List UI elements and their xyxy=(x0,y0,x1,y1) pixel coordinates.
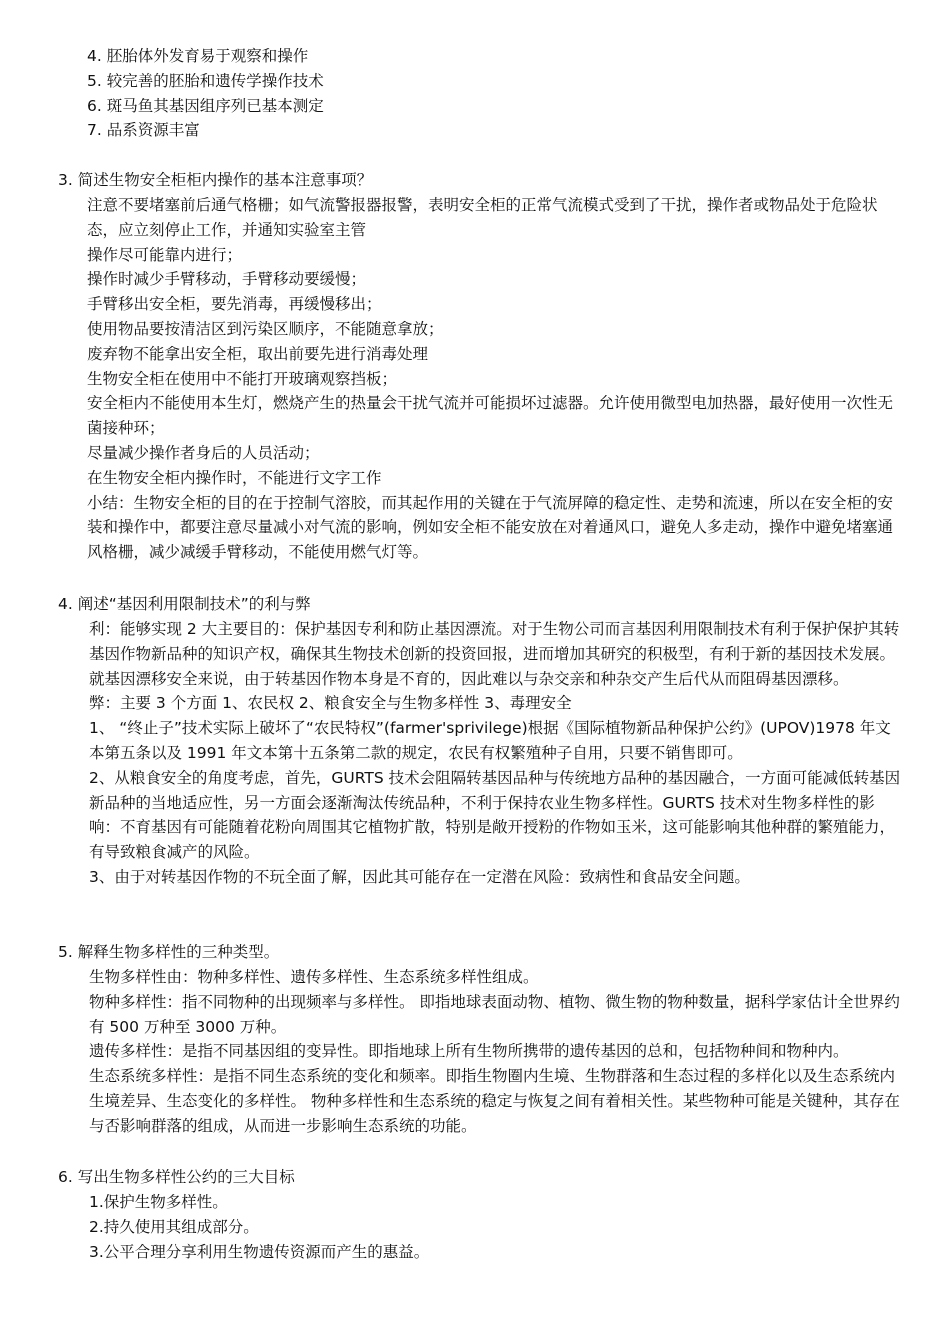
list-item: 1.保护生物多样性。 xyxy=(89,1193,228,1211)
q5-genetic: 遗传多样性：是指不同基因组的变异性。即指地球上所有生物所携带的遗传基因的总和，包括物种间和物种内。 xyxy=(89,1042,849,1061)
list-item: 7. 品系资源丰富 xyxy=(87,121,200,140)
q5-title: 5. 解释生物多样性的三种类型。 xyxy=(58,943,280,961)
list-item: 6. 斑马鱼其基因组序列已基本测定 xyxy=(87,96,324,115)
q3-paragraph-2: 安全柜内不能使用本生灯，燃烧产生的热量会干扰气流并可能损坏过滤器。允许使用微型电加热器，最好使用一次性无菌接种环； xyxy=(87,394,894,438)
q5-body xyxy=(89,965,901,1139)
q3-title: 3. 简述生物安全柜柜内操作的基本注意事项？ xyxy=(58,171,373,189)
q6-title: 6. 写出生物多样性公约的三大目标 xyxy=(58,1168,295,1186)
list-item: 手臂移出安全柜，要先消毒，再缓慢移出； xyxy=(87,295,382,314)
q3-summary: 小结：生物安全柜的目的在于控制气溶胶，而其起作用的关键在于气流屏障的稳定性、走势和流速，所以在安全柜的安装和操作中，都要注意尽量减小对气流的影响，例如安全柜不能安放在对着通风口，避免人多走动，操作中避免堵塞通风格栅，减少减缓手臂移动，不能使用燃气灯等。 xyxy=(87,493,894,562)
list-item: 废弃物不能拿出安全柜，取出前要先进行消毒处理 xyxy=(87,344,429,363)
list-item: 尽量减少操作者身后的人员活动； xyxy=(87,443,320,462)
q4-pro: 利：能够实现 2 大主要目的：保护基因专利和防止基因漂流。对于生物公司而言基因利用限制技术有利于保护保护其转基因作物新品种的知识产权，确保其生物技术创新的投资回报，进而增加其研究的积极型，有利于新的基因技术发展。就基因漂移安全来说，由于转基因作物本身是不育的，因此难以与杂交亲和种杂交产生后代从而阻碍基因漂移。 xyxy=(89,620,900,688)
q4-body xyxy=(89,617,901,890)
list-item: 生物安全柜在使用中不能打开玻璃观察挡板； xyxy=(87,369,398,388)
q6-list xyxy=(89,1190,901,1264)
q5-intro: 生物多样性由：物种多样性、遗传多样性、生态系统多样性组成。 xyxy=(89,968,539,986)
q4-con-1: 1、 “终止子”技术实际上破坏了“农民特权”(farmer'sprivilege)根据《国际植物新品种保护公约》(UPOV)1978 年文本第五条以及 1991 年文本第十五条第二款的规定，农民有权繁殖种子自用，只要不销售即可。 xyxy=(89,719,891,762)
list-item: 在生物安全柜内操作时，不能进行文字工作 xyxy=(87,468,382,487)
list-item: 操作尽可能靠内进行； xyxy=(87,245,243,264)
q4-con-title: 弊：主要 3 个方面 1、农民权 2、粮食安全与生物多样性 3、毒理安全 xyxy=(89,694,572,713)
q3-body xyxy=(87,193,899,565)
q4-con-3: 3、由于对转基因作物的不玩全面了解，因此其可能存在一定潜在风险：致病性和食品安全问题。 xyxy=(89,867,750,886)
list-item: 操作时减少手臂移动，手臂移动要缓慢； xyxy=(87,270,367,289)
list-item: 4. 胚胎体外发育易于观察和操作 xyxy=(87,47,309,65)
list-item: 2.持久使用其组成部分。 xyxy=(89,1217,259,1236)
list-item: 3.公平合理分享利用生物遗传资源而产生的惠益。 xyxy=(89,1242,430,1261)
q4-con-2: 2、从粮食安全的角度考虑，首先，GURTS 技术会阻隔转基因品种与传统地方品种的基因融合，一方面可能减低转基因新品种的当地适应性，另一方面会逐渐淘汰传统品种，不利于保持农业生物多样性。GURTS 技术对生物多样性的影响：不育基因有可能随着花粉向周围其它植物扩散，特别是敞开授粉的作物如玉米，这可能影响其他种群的繁殖能力，有导致粮食减产的风险。 xyxy=(89,768,901,862)
q4-title: 4. 阐述“基因利用限制技术”的利与弊 xyxy=(58,595,311,613)
q5-ecosystem: 生态系统多样性：是指不同生态系统的变化和频率。即指生物圈内生境、生物群落和生态过程的多样化以及生态系统内生境差异、生态变化的多样性。 物种多样性和生态系统的稳定与恢复之间有着相关性。某些物种可能是关键种，其存在与否影响群落的组成，从而进一步影响生态系统的功能。 xyxy=(89,1067,900,1135)
list-item: 使用物品要按清洁区到污染区顺序，不能随意拿放； xyxy=(87,319,444,338)
q3-paragraph-1: 注意不要堵塞前后通气格栅；如气流警报器报警，表明安全柜的正常气流模式受到了干扰，操作者或物品处于危险状态，应立刻停止工作，并通知实验室主管 xyxy=(87,196,878,239)
list-item: 5. 较完善的胚胎和遗传学操作技术 xyxy=(87,71,324,90)
q5-species: 物种多样性：指不同物种的出现频率与多样性。 即指地球表面动物、植物、微生物的物种数量，据科学家估计全世界约有 500 万种至 3000 万种。 xyxy=(89,992,900,1036)
q2-list xyxy=(87,44,907,143)
